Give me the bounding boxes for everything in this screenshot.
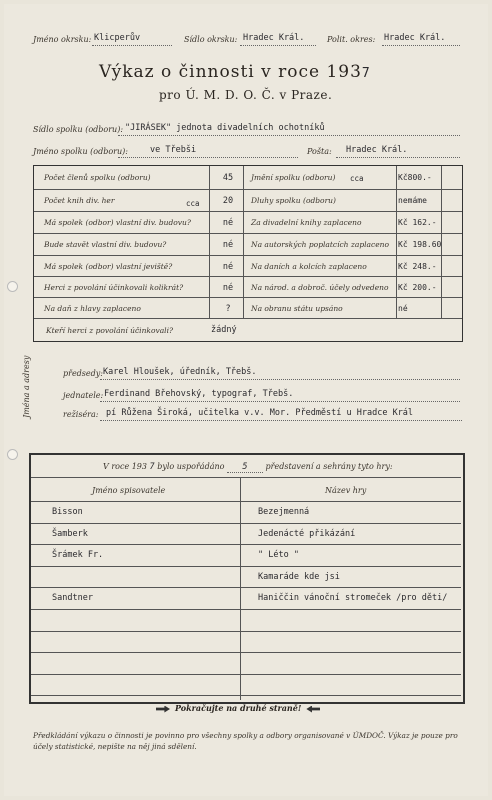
last-row-label: Kteří herci z povolání účinkovali? xyxy=(46,326,173,335)
last-row-value: žádný xyxy=(211,325,237,335)
stats-left-label: Počet členů spolku (odboru) xyxy=(44,173,151,182)
names-addresses-label: Jména a adresy xyxy=(22,355,31,418)
jednatel-value: Ferdinand Břehovský, typograf, Třebš. xyxy=(104,389,294,399)
stats-right-label: Na národ. a dobroč. účely odvedeno xyxy=(251,283,389,292)
play-author: Bisson xyxy=(52,507,83,517)
stats-right-value: Kč 198.60 xyxy=(398,240,442,249)
play-author: Sandtner xyxy=(52,593,93,604)
row-divider xyxy=(31,544,461,545)
row-divider xyxy=(31,587,461,588)
reziser-label: režiséra: xyxy=(63,410,99,419)
stats-left-label: Má spolek (odbor) vlastní jeviště? xyxy=(44,262,173,271)
stats-right-label: Jmění spolku (odboru) xyxy=(251,173,336,182)
row-divider xyxy=(31,652,461,653)
form-title: Výkaz o činnosti v roce 1937 xyxy=(99,62,371,82)
punch-hole xyxy=(7,449,18,460)
stats-left-label: Bude stavět vlastní div. budovu? xyxy=(44,240,167,249)
stats-left-value: ? xyxy=(225,304,231,314)
col-title-header: Název hry xyxy=(325,486,367,495)
reziser-value: pí Růžena Široká, učitelka v.v. Mor. Předměstí u Hradce Král xyxy=(106,408,414,418)
posta-label: Pošta: xyxy=(307,147,332,156)
polit-okres-value: Hradec Král. xyxy=(384,33,446,43)
row-divider xyxy=(31,566,461,567)
punch-hole xyxy=(7,281,18,292)
play-title: Haniččin vánoční stromeček /pro děti/ xyxy=(258,593,448,604)
continue-note: Pokračujte na druhé straně! xyxy=(156,703,320,713)
play-title: " Léto " xyxy=(258,550,299,561)
predseda-value: Karel Hloušek, úředník, Třebš. xyxy=(103,367,257,377)
col-author-header: Jméno spisovatele xyxy=(92,486,166,495)
polit-okres-label: Polit. okres: xyxy=(327,35,376,44)
stats-right-label: Na autorských poplatcích zaplaceno xyxy=(251,240,389,249)
stats-left-label: Na daň z hlavy zaplaceno xyxy=(44,304,141,313)
jednatel-label: jednatele: xyxy=(63,391,104,400)
play-title: Kamaráde kde jsi xyxy=(258,571,340,582)
play-title: Jedenácté přikázání xyxy=(258,528,356,539)
footer-note: Předkládání výkazu o činnosti je povinno pro všechny spolky a odbory organisované v ÚMDOČ. Výkaz je pouze pro účely statistické, nepište na něj jiná sdělení. xyxy=(33,731,458,751)
play-author: Šamberk xyxy=(52,528,88,539)
sidlo-okrsku-value: Hradec Král. xyxy=(243,33,305,43)
play-title: Bezejmenná xyxy=(258,507,310,517)
stats-right-label: Dluhy spolku (odboru) xyxy=(251,196,336,205)
stats-left-value: né xyxy=(222,218,234,228)
stats-right-value: Kč 162.- xyxy=(398,218,437,227)
row-divider xyxy=(31,695,461,696)
stats-left-value: né xyxy=(222,240,234,250)
predseda-label: předsedy: xyxy=(63,369,103,378)
stats-left-label: Počet knih div. her xyxy=(44,196,115,205)
stats-right-label: Za divadelní knihy zaplaceno xyxy=(251,218,362,227)
posta-value: Hradec Král. xyxy=(346,145,408,155)
row-divider xyxy=(31,523,461,524)
jmeno-spolku-label: Jméno spolku (odboru): xyxy=(33,147,128,156)
pointing-hand-icon xyxy=(156,706,170,713)
stats-left-value: 20 xyxy=(222,196,234,206)
play-author: Šrámek Fr. xyxy=(52,550,104,561)
stats-right-label: Na daních a kolcích zaplaceno xyxy=(251,262,367,271)
stats-right-value: Kč800.- xyxy=(398,173,432,182)
stats-left-value: 45 xyxy=(222,173,234,183)
sidlo-spolku-value: "JIRÁSEK" jednota divadelních ochotníků xyxy=(125,123,325,133)
jmeno-spolku-value: ve Třebši xyxy=(150,145,197,155)
form-subtitle: pro Ú. M. D. O. Č. v Praze. xyxy=(159,88,333,102)
stats-table xyxy=(33,165,463,342)
row-divider xyxy=(31,609,461,610)
stats-right-value: Kč 248.- xyxy=(398,262,437,271)
row-divider xyxy=(31,674,461,675)
stats-right-value: né xyxy=(398,304,408,313)
okrsek-value: Klicperův xyxy=(94,33,141,43)
stats-right-value: Kč 200.- xyxy=(398,283,437,292)
stats-left-prefix: cca xyxy=(186,199,200,208)
sidlo-spolku-label: Sídlo spolku (odboru): xyxy=(33,125,124,134)
stats-left-value: né xyxy=(222,262,234,272)
stats-left-label: Má spolek (odbor) vlastní div. budovu? xyxy=(44,218,191,227)
okrsek-label: Jméno okrsku: xyxy=(33,35,92,44)
pointing-hand-icon xyxy=(306,706,320,713)
stats-right-prefix: cca xyxy=(350,174,364,183)
plays-intro: V roce 193 7 bylo uspořádáno 5 představení a sehrány tyto hry: xyxy=(103,462,393,472)
stats-right-label: Na obranu státu upsáno xyxy=(251,304,343,313)
sidlo-okrsku-label: Sídlo okrsku: xyxy=(184,35,238,44)
stats-right-value: nemáme xyxy=(398,196,427,205)
stats-left-value: né xyxy=(222,283,234,293)
row-divider xyxy=(31,631,461,632)
stats-left-label: Herci z povolání účinkovali kolikrát? xyxy=(44,283,184,292)
